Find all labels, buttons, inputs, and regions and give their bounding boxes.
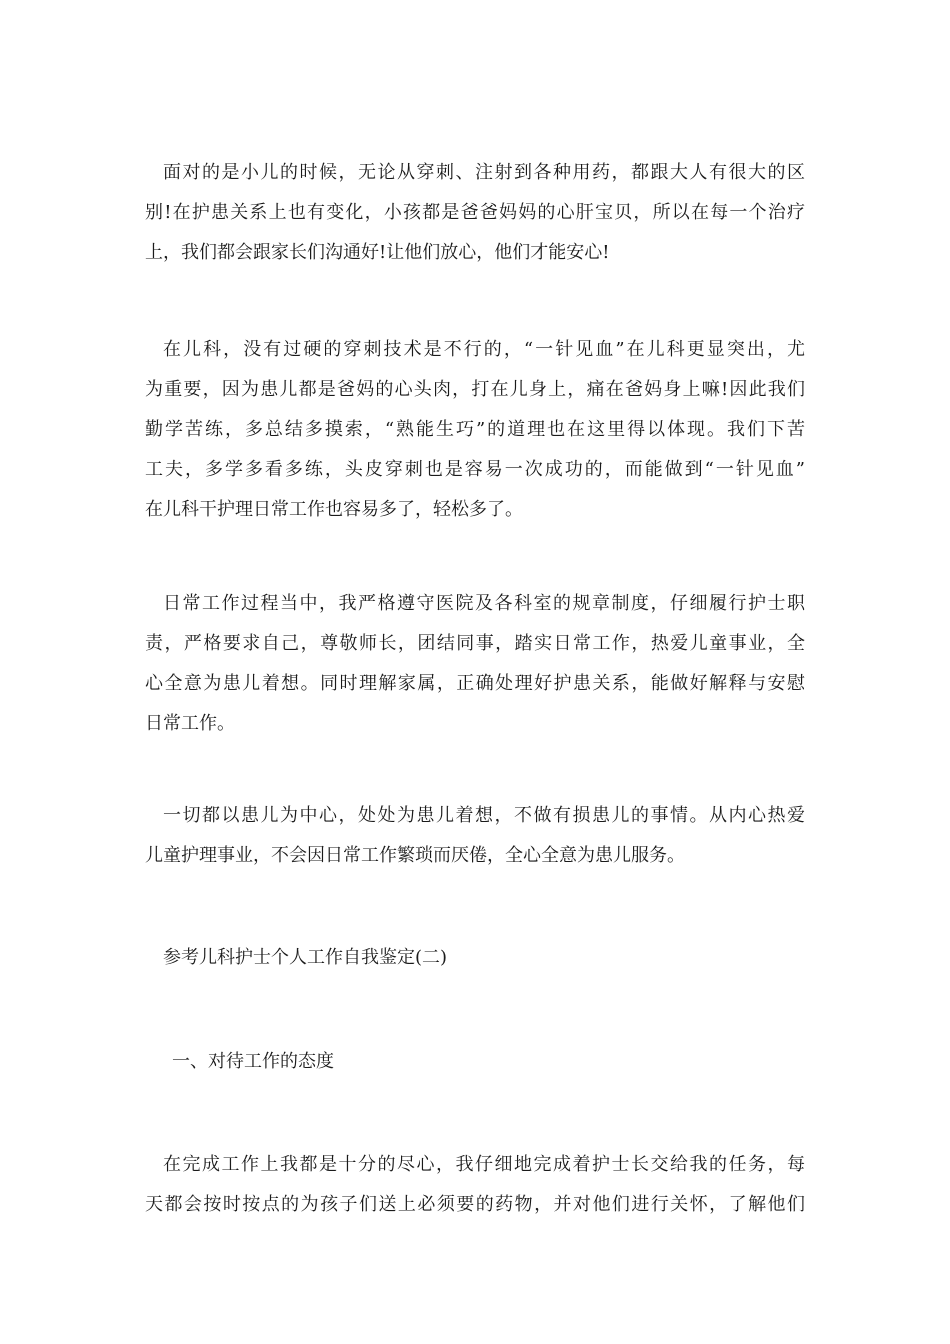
paragraph-line: 儿童护理事业，不会因日常工作繁琐而厌倦，全心全意为患儿服务。 (145, 845, 685, 866)
paragraph-line: 面对的是小儿的时候，无论从穿刺、注射到各种用药，都跟大人有很大的区 (163, 162, 805, 183)
paragraph-2 (145, 330, 805, 530)
paragraph-line: 日常工作过程当中，我严格遵守医院及各科室的规章制度，仔细履行护士职 (163, 593, 805, 614)
paragraph-line: 日常工作。 (145, 713, 235, 734)
paragraph-line: 在儿科，没有过硬的穿刺技术是不行的，“一针见血”在儿科更显突出，尤 (163, 339, 805, 360)
paragraph-line: 工夫，多学多看多练，头皮穿刺也是容易一次成功的，而能做到“一针见血” (145, 459, 805, 480)
paragraph-3 (145, 584, 805, 744)
paragraph-4 (145, 796, 805, 876)
paragraph-line: 责，严格要求自己，尊敬师长，团结同事，踏实日常工作，热爱儿童事业，全 (145, 633, 805, 654)
paragraph-line: 天都会按时按点的为孩子们送上必须要的药物，并对他们进行关怀，了解他们 (145, 1194, 805, 1215)
paragraph-5 (145, 1145, 805, 1225)
section-title: 参考儿科护士个人工作自我鉴定(二) (163, 947, 448, 968)
paragraph-line: 别!在护患关系上也有变化，小孩都是爸爸妈妈的心肝宝贝，所以在每一个治疗 (145, 202, 805, 223)
paragraph-line: 上，我们都会跟家长们沟通好!让他们放心，他们才能安心! (145, 242, 610, 263)
paragraph-line: 在儿科干护理日常工作也容易多了，轻松多了。 (145, 499, 523, 520)
paragraph-1 (145, 153, 805, 273)
subsection-title: 一、对待工作的态度 (172, 1051, 334, 1072)
paragraph-line: 勤学苦练，多总结多摸索，“熟能生巧”的道理也在这里得以体现。我们下苦 (145, 419, 805, 440)
paragraph-line: 心全意为患儿着想。同时理解家属，正确处理好护患关系，能做好解释与安慰 (145, 673, 805, 694)
paragraph-line: 为重要，因为患儿都是爸妈的心头肉，打在儿身上，痛在爸妈身上嘛!因此我们 (145, 379, 805, 400)
paragraph-line: 一切都以患儿为中心，处处为患儿着想，不做有损患儿的事情。从内心热爱 (163, 805, 805, 826)
paragraph-line: 在完成工作上我都是十分的尽心，我仔细地完成着护士长交给我的任务，每 (163, 1154, 805, 1175)
